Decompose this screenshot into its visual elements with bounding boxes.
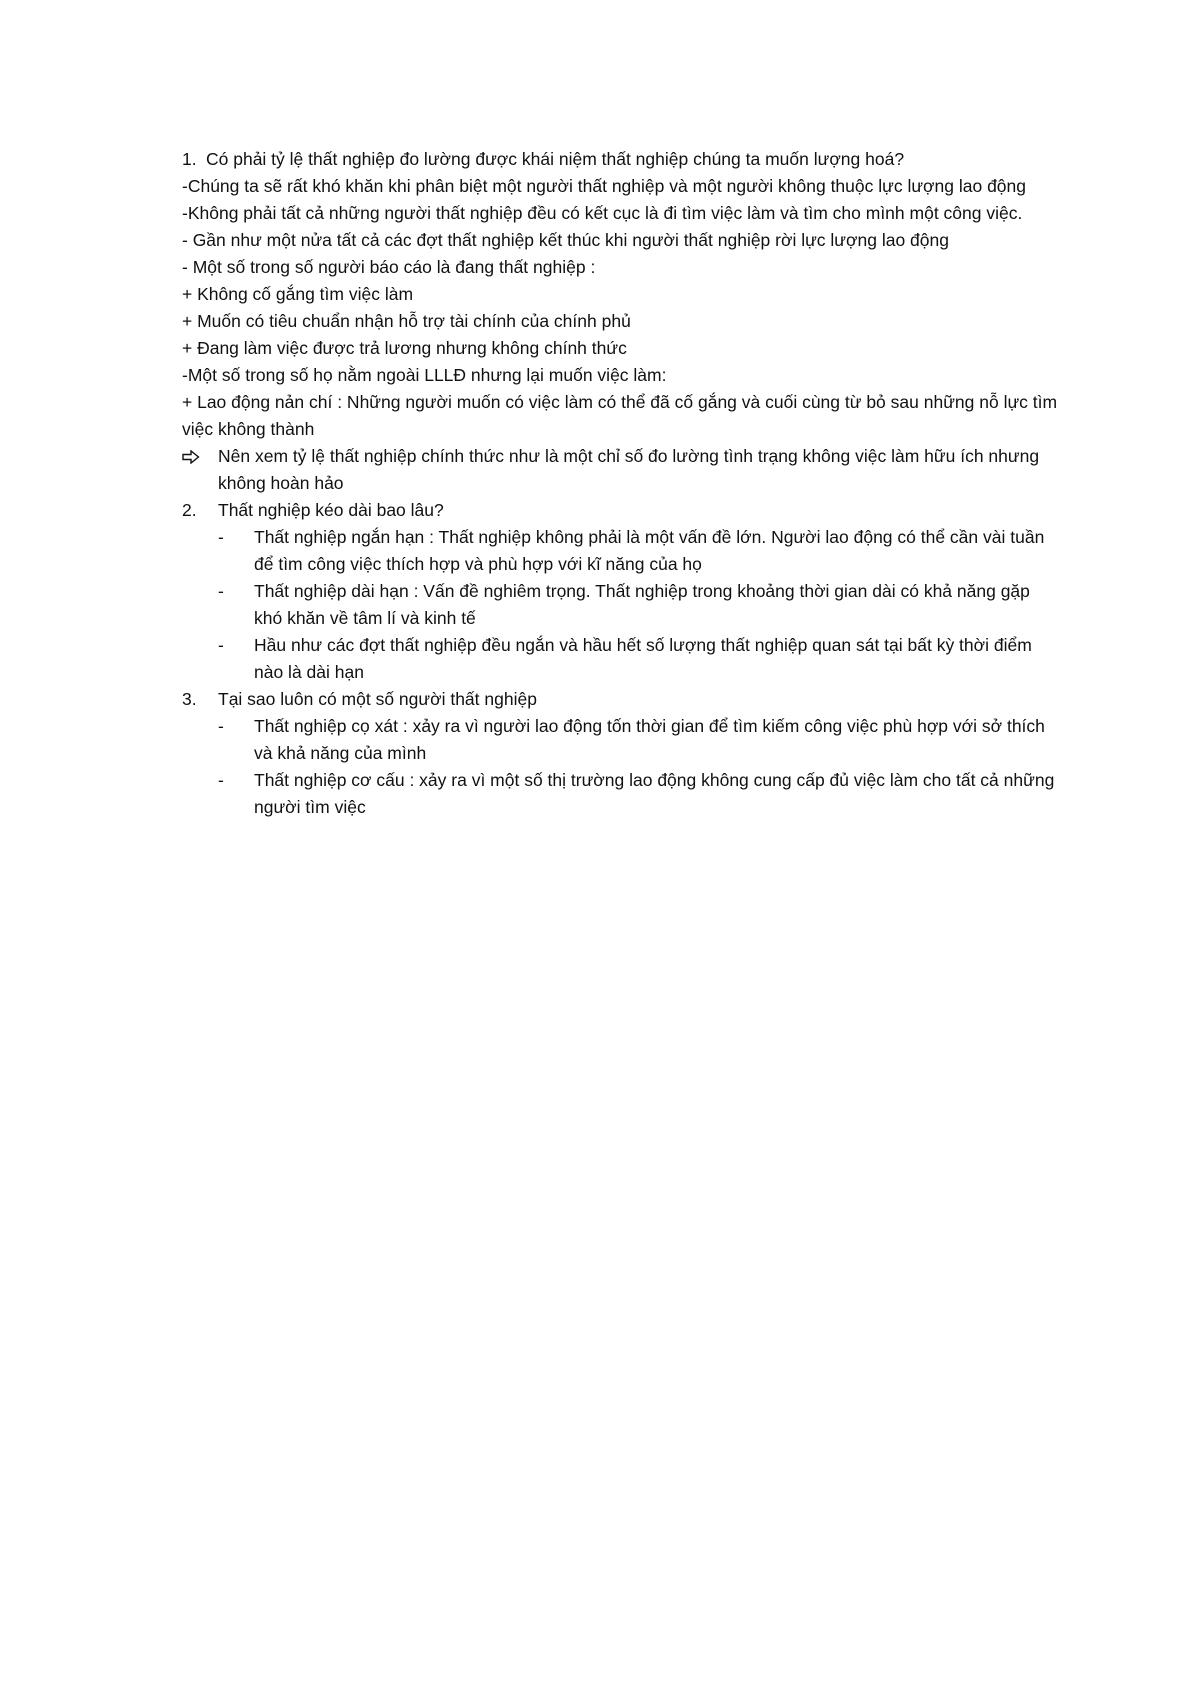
section-1-line: -Một số trong số họ nằm ngoài LLLĐ nhưng lại muốn việc làm: (182, 365, 667, 385)
dash-bullet: - (218, 635, 224, 655)
section-3-heading-text: Tại sao luôn có một số người thất nghiệp (218, 689, 537, 709)
section-1-heading (182, 146, 1062, 173)
dash-bullet: - (218, 581, 224, 601)
right-arrow-icon (182, 443, 218, 464)
section-1-conclusion (182, 443, 1062, 497)
list-item-text: Thất nghiệp ngắn hạn : Thất nghiệp không phải là một vấn đề lớn. Người lao động có thể cần vài tuần để tìm công việc thích hợp và phù hợp với kĩ năng của họ (254, 527, 1045, 574)
section-1-line: + Không cố gắng tìm việc làm (182, 284, 414, 304)
list-item-text: Thất nghiệp cơ cấu : xảy ra vì một số thị trường lao động không cung cấp đủ việc làm cho tất cả những người tìm việc (254, 770, 1055, 817)
dash-bullet: - (218, 716, 224, 736)
section-1-conclusion-text: Nên xem tỷ lệ thất nghiệp chính thức như là một chỉ số đo lường tình trạng không việc làm hữu ích nhưng không hoàn hảo (218, 446, 1040, 493)
section-2-number: 2. (182, 500, 197, 520)
list-item (218, 767, 1062, 821)
section-2-list (182, 524, 1062, 686)
section-1-line: -Chúng ta sẽ rất khó khăn khi phân biệt một người thất nghiệp và một người không thuộc lực lượng lao động (182, 176, 1027, 196)
list-item (218, 578, 1062, 632)
section-3-heading (182, 686, 1062, 713)
list-item (218, 524, 1062, 578)
section-3-number: 3. (182, 689, 197, 709)
list-item (218, 632, 1062, 686)
list-item (218, 713, 1062, 767)
section-1-line: + Đang làm việc được trả lương nhưng không chính thức (182, 338, 627, 358)
section-3-list (182, 713, 1062, 821)
section-1-line: + Lao động nản chí : Những người muốn có việc làm có thể đã cố gắng và cuối cùng từ bỏ sau những nỗ lực tìm việc không thành (182, 392, 1058, 439)
section-2-heading-text: Thất nghiệp kéo dài bao lâu? (218, 500, 444, 520)
section-1-line: + Muốn có tiêu chuẩn nhận hỗ trợ tài chính của chính phủ (182, 311, 631, 331)
dash-bullet: - (218, 527, 224, 547)
section-1-line: -Không phải tất cả những người thất nghiệp đều có kết cục là đi tìm việc làm và tìm cho mình một công việc. (182, 203, 1023, 223)
document-body (182, 146, 1062, 821)
section-1-line: - Một số trong số người báo cáo là đang thất nghiệp : (182, 257, 596, 277)
list-item-text: Hầu như các đợt thất nghiệp đều ngắn và hầu hết số lượng thất nghiệp quan sát tại bất kỳ thời điểm nào là dài hạn (254, 635, 1032, 682)
section-2-heading (182, 497, 1062, 524)
dash-bullet: - (218, 770, 224, 790)
section-1-line: - Gần như một nửa tất cả các đợt thất nghiệp kết thúc khi người thất nghiệp rời lực lượng lao động (182, 230, 949, 250)
list-item-text: Thất nghiệp cọ xát : xảy ra vì người lao động tốn thời gian để tìm kiếm công việc phù hợp với sở thích và khả năng của mình (254, 716, 1045, 763)
section-1-number: 1. (182, 149, 197, 169)
list-item-text: Thất nghiệp dài hạn : Vấn đề nghiêm trọng. Thất nghiệp trong khoảng thời gian dài có khả năng gặp khó khăn về tâm lí và kinh tế (254, 581, 1030, 628)
section-1-heading-text: Có phải tỷ lệ thất nghiệp đo lường được khái niệm thất nghiệp chúng ta muốn lượng hoá? (206, 149, 905, 169)
